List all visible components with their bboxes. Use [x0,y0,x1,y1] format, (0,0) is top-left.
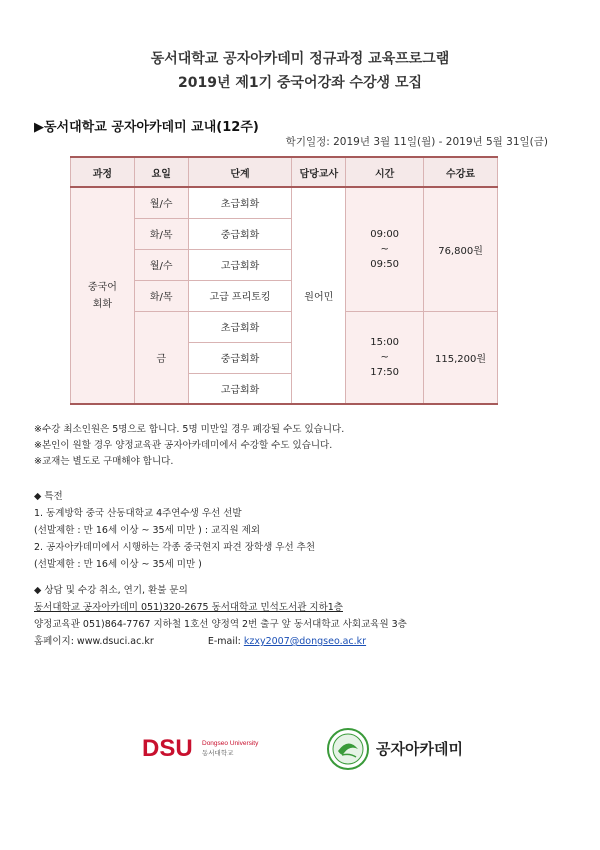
benefit-item: 1. 동계방학 중국 산동대학교 4주연수생 우선 선발 [34,508,242,519]
header-day: 요일 [134,157,188,187]
term-schedule: 학기일정: 2019년 3월 11일(월) - 2019년 5월 31일(금) [285,136,548,148]
day-cell: 화/목 [134,218,188,249]
fee-cell-1: 76,800원 [424,187,498,311]
benefit-item: 2. 공자아카데미에서 시행하는 각종 중국현지 파견 장학생 우선 추천 [34,542,316,553]
contact-block [34,582,407,650]
benefits-title: ◆ 특전 [34,491,63,502]
table-header-row [71,157,498,187]
time2-sep: ~ [380,351,389,363]
header-fee: 수강료 [424,157,498,187]
header-course: 과정 [71,157,135,187]
day-cell: 화/목 [134,280,188,311]
header-title-line1: 동서대학교 공자아카데미 정규과정 교육프로그램 [150,51,450,67]
level-cell: 초급회화 [188,187,292,218]
header-time: 시간 [346,157,424,187]
note-item: ※수강 최소인원은 5명으로 합니다. 5명 미만일 경우 폐강될 수도 있습니다. [34,424,345,435]
day-cell: 월/수 [134,249,188,280]
day-cell: 월/수 [134,187,188,218]
benefit-item: (선발제한 : 만 16세 이상 ~ 35세 미만 ) : 교직원 제외 [34,525,261,536]
confucius-seal-icon [326,727,370,771]
level-cell: 고급회화 [188,249,292,280]
time2-start: 15:00 [370,336,400,348]
benefit-item: (선발제한 : 만 16세 이상 ~ 35세 미만 ) [34,559,202,570]
homepage-text: 홈페이지: www.dsuci.ac.kr [34,636,154,647]
section-title: ▶동서대학교 공자아카데미 교내(12주) [34,120,259,135]
level-cell: 고급회화 [188,373,292,404]
note-item: ※교재는 별도로 구매해야 합니다. [34,456,174,467]
time-cell-2 [346,311,424,404]
course-cell: 중국어 회화 [71,187,135,404]
teacher-cell: 원어민 [292,187,346,404]
time1-end: 09:50 [370,258,400,270]
benefits-block [34,488,315,573]
header-title-line2: 2019년 제1기 중국어강좌 수강생 모집 [177,75,422,91]
dsu-logo-kr: 동서대학교 [202,749,234,757]
dsu-logo [142,734,259,762]
schedule-table [70,156,498,405]
dsu-logo-en: Dongseo University [202,740,259,747]
level-cell: 초급회화 [188,311,292,342]
contact-line-main: 동서대학교 공자아카데미 051)320-2675 동서대학교 민석도서관 지하1층 [34,602,343,613]
contact-line-yangjeong: 양정교육관 051)864-7767 지하철 1호선 양정역 2번 출구 앞 동서대학교 사회교육원 3층 [34,619,407,630]
email-link[interactable]: kzxy2007@dongseo.ac.kr [243,636,367,647]
note-item: ※본인이 원할 경우 양정교육관 공자아카데미에서 수강할 수도 있습니다. [34,440,333,451]
notes-block [34,422,344,470]
time2-end: 17:50 [370,366,400,378]
table-row [71,311,498,342]
level-cell: 중급회화 [188,218,292,249]
confucius-academy-logo [326,727,476,771]
contact-title: ◆ 상담 및 수강 취소, 연기, 환불 문의 [34,585,188,596]
day-cell: 금 [134,311,188,404]
contact-web-row [34,633,407,650]
header-level: 단계 [188,157,292,187]
level-cell: 중급회화 [188,342,292,373]
time1-start: 09:00 [370,228,400,240]
time1-sep: ~ [380,243,389,255]
confucius-logo-text: 공자아카데미 [376,740,463,758]
time-cell-1 [346,187,424,311]
email-label: E-mail: [207,636,241,647]
level-cell: 고급 프리토킹 [188,280,292,311]
header-teacher: 담당교사 [292,157,346,187]
fee-cell-2: 115,200원 [424,311,498,404]
table-row [71,187,498,218]
dsu-logo-text: DSU [142,735,193,762]
